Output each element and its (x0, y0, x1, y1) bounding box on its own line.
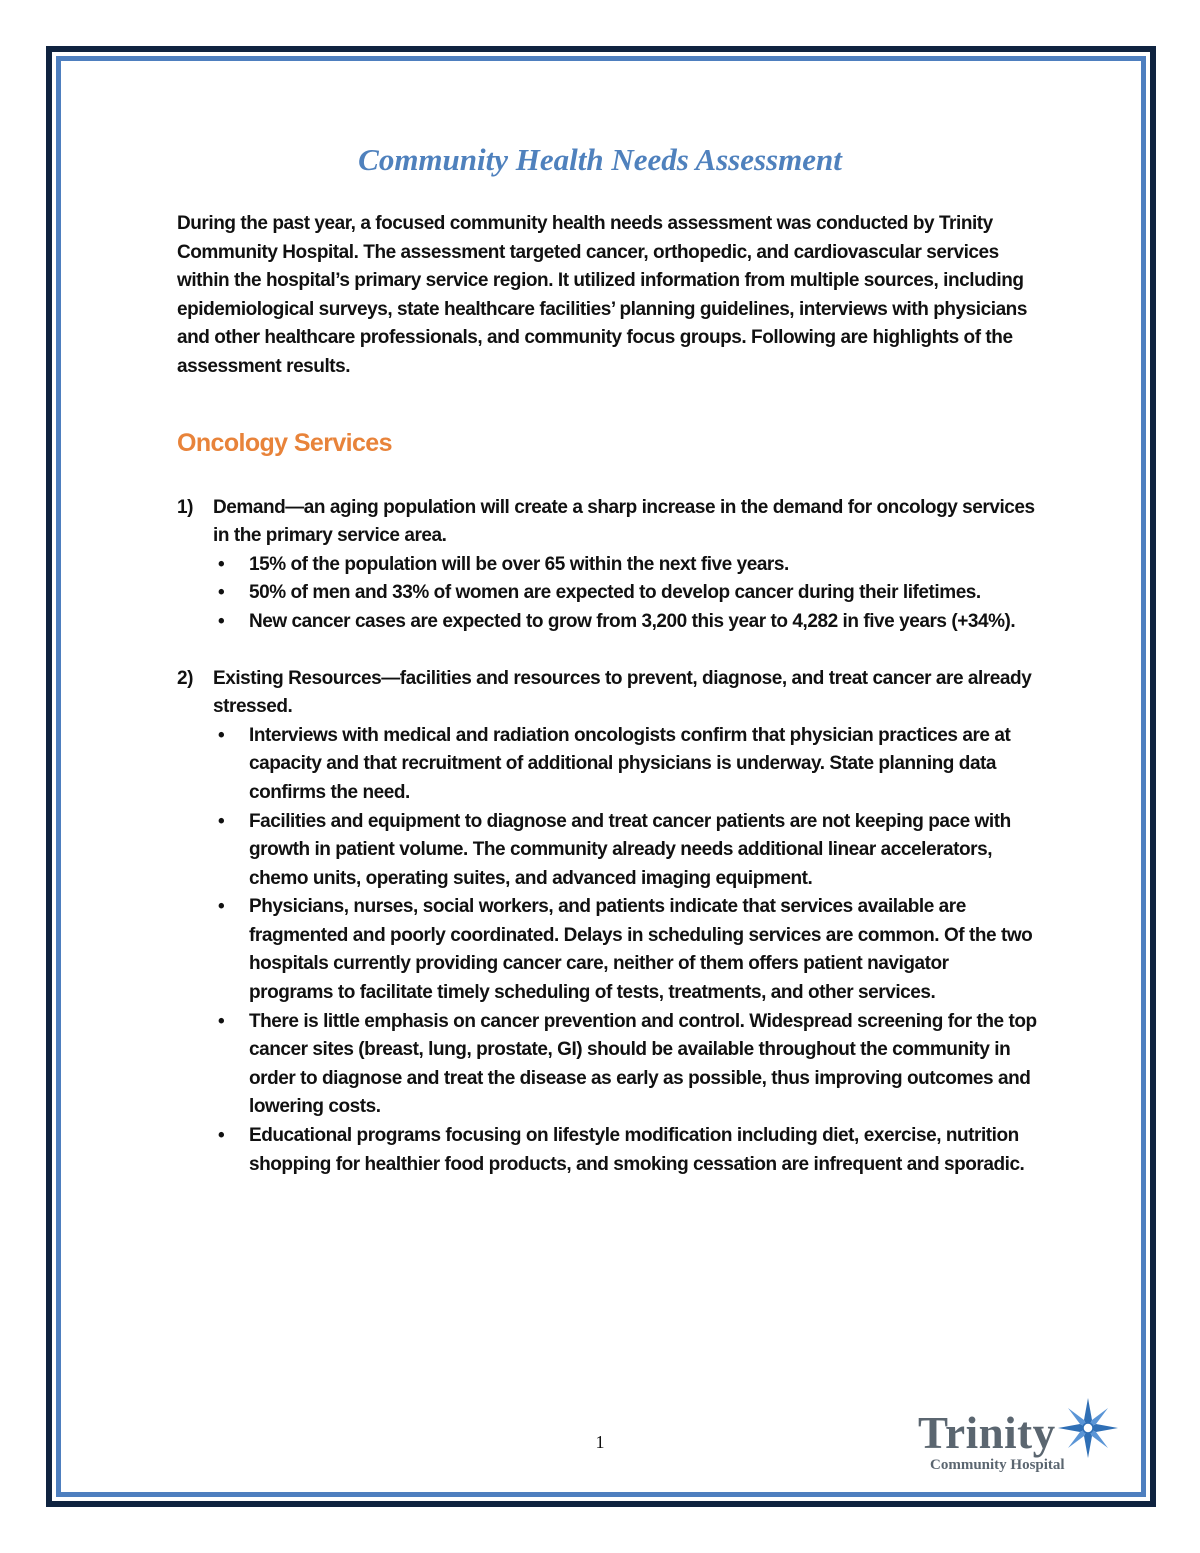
document-body (177, 210, 1037, 1179)
bullet-text: 15% of the population will be over 65 within the next five years. (249, 553, 789, 575)
bullet-item (213, 1122, 1037, 1179)
bullet-icon: • (218, 1010, 225, 1032)
list-number: 1) (177, 496, 193, 518)
intro-paragraph: During the past year, a focused community health needs assessment was conducted by Trinity Community Hospital. The assessment targeted cancer, orthopedic, and cardiovascular services within the hospital’s primary service region. It utilized information from multiple sources, including epidemiological surveys, state healthcare facilities’ planning guidelines, interviews with physicians and other healthcare professionals, and community focus groups. Following are highlights of the assessment results. (177, 213, 1027, 377)
bullet-text: Interviews with medical and radiation oncologists confirm that physician practices are at capacity and that recruitment of additional physicians is underway. State planning data confirms the need. (249, 724, 1011, 803)
logo-wordmark: Trinity (918, 1408, 1056, 1458)
bullet-icon: • (218, 1125, 225, 1147)
star-icon (1058, 1396, 1122, 1460)
list-item-text: Existing Resources—facilities and resources to prevent, diagnose, and treat cancer are already stressed. (213, 667, 1032, 718)
bullet-icon: • (218, 896, 225, 918)
bullet-icon: • (218, 810, 225, 832)
logo-subtitle: Community Hospital (930, 1457, 1065, 1473)
bullet-item (213, 808, 1037, 894)
bullet-item (213, 893, 1037, 1007)
bullet-text: 50% of men and 33% of women are expected to develop cancer during their lifetimes. (249, 582, 981, 604)
bullet-text: There is little emphasis on cancer prevention and control. Widespread screening for the top cancer sites (breast, lung, prostate, GI) should be available throughout the community in order to diagnose and treat the disease as early as possible, thus improving outcomes and lowering costs. (249, 1010, 1037, 1118)
list-item-demand (177, 494, 1037, 637)
bullet-list (213, 551, 1037, 637)
bullet-list (213, 722, 1037, 1180)
bullet-text: Facilities and equipment to diagnose and treat cancer patients are not keeping pace with growth in patient volume. The community already needs additional linear accelerators, chemo units, operating suites, and advanced imaging equipment. (249, 810, 1011, 889)
bullet-icon: • (218, 724, 225, 746)
bullet-icon: • (218, 582, 225, 604)
numbered-list (177, 494, 1037, 1180)
section-heading-oncology: Oncology Services (177, 428, 392, 457)
bullet-item (213, 608, 1037, 637)
bullet-text: Physicians, nurses, social workers, and patients indicate that services available are fragmented and poorly coordinated. Delays in scheduling services are common. Of the two hospitals currently providing cancer care, neither of them offers patient navigator programs to facilitate timely scheduling of tests, treatments, and other services. (249, 896, 1033, 1004)
bullet-item (213, 1008, 1037, 1122)
page-number: 1 (595, 1432, 605, 1452)
list-number: 2) (177, 667, 193, 689)
bullet-text: New cancer cases are expected to grow from 3,200 this year to 4,282 in five years (+34%). (249, 610, 1016, 632)
bullet-item (213, 579, 1037, 608)
bullet-text: Educational programs focusing on lifestyle modification including diet, exercise, nutrition shopping for healthier food products, and smoking cessation are infrequent and sporadic. (249, 1125, 1025, 1175)
bullet-icon: • (218, 553, 225, 575)
bullet-item (213, 722, 1037, 808)
list-item-existing-resources (177, 665, 1037, 1180)
list-item-text: Demand—an aging population will create a sharp increase in the demand for oncology services in the primary service area. (213, 496, 1035, 547)
bullet-item (213, 551, 1037, 580)
hospital-logo (918, 1396, 1128, 1486)
bullet-icon: • (218, 610, 225, 632)
document-title: Community Health Needs Assessment (358, 142, 842, 177)
